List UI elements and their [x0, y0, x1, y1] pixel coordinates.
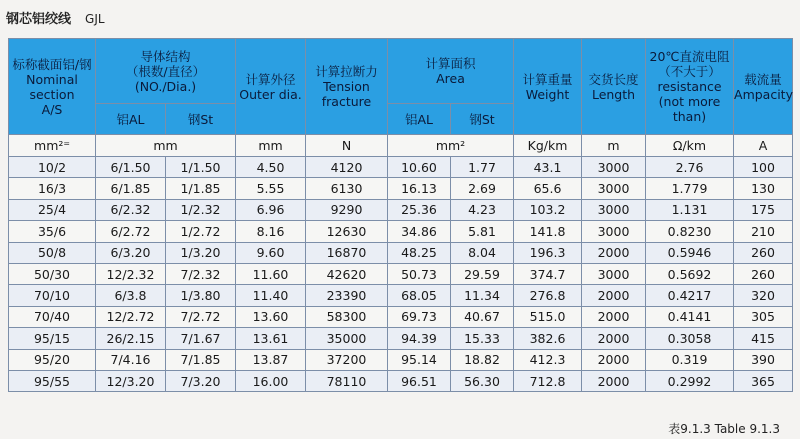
- table-row: [9, 306, 793, 327]
- unit-section: mm²⁼: [9, 135, 96, 157]
- cell-tension: 6130: [306, 178, 388, 199]
- cell-area-st: 5.81: [451, 221, 514, 242]
- cell-tension: 78110: [306, 370, 388, 391]
- table-header: [9, 39, 793, 135]
- cell-al-structure: 6/1.85: [96, 178, 166, 199]
- unit-structure: mm: [96, 135, 236, 157]
- cell-resistance: 0.5692: [646, 263, 734, 284]
- cell-tension: 42620: [306, 263, 388, 284]
- header-weight: 计算重量 Weight: [514, 39, 582, 135]
- cell-resistance: 0.4141: [646, 306, 734, 327]
- cell-area-st: 1.77: [451, 157, 514, 178]
- cell-outer-dia: 6.96: [236, 199, 306, 220]
- cell-outer-dia: 13.61: [236, 328, 306, 349]
- cell-section: 70/40: [9, 306, 96, 327]
- cell-resistance: 1.779: [646, 178, 734, 199]
- cell-weight: 515.0: [514, 306, 582, 327]
- unit-resistance: Ω/km: [646, 135, 734, 157]
- unit-ampacity: A: [734, 135, 793, 157]
- cell-length: 2000: [582, 306, 646, 327]
- table-row: [9, 328, 793, 349]
- spec-table: [8, 38, 793, 392]
- table-row: [9, 349, 793, 370]
- cell-area-st: 29.59: [451, 263, 514, 284]
- cell-weight: 382.6: [514, 328, 582, 349]
- cell-al-structure: 6/3.8: [96, 285, 166, 306]
- header-structure-al: 铝AL: [96, 104, 166, 135]
- cell-st-structure: 1/3.80: [166, 285, 236, 306]
- cell-section: 35/6: [9, 221, 96, 242]
- cell-area-al: 68.05: [388, 285, 451, 306]
- unit-tension: N: [306, 135, 388, 157]
- cell-resistance: 0.2992: [646, 370, 734, 391]
- cell-resistance: 0.5946: [646, 242, 734, 263]
- cell-length: 3000: [582, 199, 646, 220]
- cell-st-structure: 1/1.50: [166, 157, 236, 178]
- cell-length: 2000: [582, 328, 646, 349]
- cell-weight: 712.8: [514, 370, 582, 391]
- cell-length: 3000: [582, 263, 646, 284]
- cell-st-structure: 7/2.72: [166, 306, 236, 327]
- cell-length: 2000: [582, 370, 646, 391]
- cell-weight: 141.8: [514, 221, 582, 242]
- cell-section: 95/20: [9, 349, 96, 370]
- cell-section: 50/8: [9, 242, 96, 263]
- cell-area-st: 18.82: [451, 349, 514, 370]
- cell-al-structure: 6/2.32: [96, 199, 166, 220]
- header-resistance: 20℃直流电阻 （不大于） resistance (not more than): [646, 39, 734, 135]
- header-ampacity: 载流量 Ampacity: [734, 39, 793, 135]
- cell-st-structure: 1/2.32: [166, 199, 236, 220]
- cell-area-st: 4.23: [451, 199, 514, 220]
- title-code: GJL: [85, 12, 105, 26]
- cell-length: 2000: [582, 349, 646, 370]
- cell-outer-dia: 4.50: [236, 157, 306, 178]
- cell-section: 70/10: [9, 285, 96, 306]
- table-row: [9, 242, 793, 263]
- cell-section: 95/55: [9, 370, 96, 391]
- table-row: [9, 263, 793, 284]
- cell-ampacity: 305: [734, 306, 793, 327]
- header-length: 交货长度 Length: [582, 39, 646, 135]
- cell-al-structure: 6/1.50: [96, 157, 166, 178]
- cell-al-structure: 12/2.72: [96, 306, 166, 327]
- cell-area-al: 50.73: [388, 263, 451, 284]
- cell-outer-dia: 13.60: [236, 306, 306, 327]
- cell-al-structure: 7/4.16: [96, 349, 166, 370]
- unit-area: mm²: [388, 135, 514, 157]
- cell-section: 95/15: [9, 328, 96, 349]
- cell-st-structure: 7/1.67: [166, 328, 236, 349]
- cell-ampacity: 415: [734, 328, 793, 349]
- cell-outer-dia: 11.40: [236, 285, 306, 306]
- header-area-al: 铝AL: [388, 104, 451, 135]
- table-row: [9, 285, 793, 306]
- cell-ampacity: 320: [734, 285, 793, 306]
- header-tension: 计算拉断力 Tension fracture: [306, 39, 388, 135]
- cell-area-al: 34.86: [388, 221, 451, 242]
- units-body: [9, 135, 793, 157]
- table-row: [9, 199, 793, 220]
- page-title: [6, 8, 105, 27]
- header-section: 标称截面铝/钢 Nominal section A/S: [9, 39, 96, 135]
- cell-weight: 276.8: [514, 285, 582, 306]
- cell-area-al: 16.13: [388, 178, 451, 199]
- cell-outer-dia: 9.60: [236, 242, 306, 263]
- cell-tension: 23390: [306, 285, 388, 306]
- cell-weight: 103.2: [514, 199, 582, 220]
- cell-area-st: 40.67: [451, 306, 514, 327]
- header-area: 计算面积 Area: [388, 39, 514, 104]
- cell-area-al: 25.36: [388, 199, 451, 220]
- header-area-st: 钢St: [451, 104, 514, 135]
- cell-section: 10/2: [9, 157, 96, 178]
- table-row: [9, 178, 793, 199]
- cell-area-al: 94.39: [388, 328, 451, 349]
- cell-st-structure: 7/3.20: [166, 370, 236, 391]
- cell-weight: 65.6: [514, 178, 582, 199]
- cell-length: 2000: [582, 285, 646, 306]
- cell-section: 16/3: [9, 178, 96, 199]
- table-row: [9, 157, 793, 178]
- cell-ampacity: 260: [734, 242, 793, 263]
- unit-length: m: [582, 135, 646, 157]
- cell-area-st: 15.33: [451, 328, 514, 349]
- table-caption: 表9.1.3 Table 9.1.3: [668, 422, 780, 436]
- table-row: [9, 370, 793, 391]
- header-outer-dia: 计算外径 Outer dia.: [236, 39, 306, 135]
- cell-ampacity: 210: [734, 221, 793, 242]
- cell-tension: 9290: [306, 199, 388, 220]
- cell-st-structure: 7/1.85: [166, 349, 236, 370]
- cell-ampacity: 260: [734, 263, 793, 284]
- cell-resistance: 2.76: [646, 157, 734, 178]
- cell-outer-dia: 11.60: [236, 263, 306, 284]
- cell-length: 2000: [582, 242, 646, 263]
- cell-al-structure: 26/2.15: [96, 328, 166, 349]
- cell-st-structure: 1/2.72: [166, 221, 236, 242]
- cell-outer-dia: 13.87: [236, 349, 306, 370]
- title-cn: 钢芯铝绞线: [6, 12, 72, 27]
- cell-weight: 43.1: [514, 157, 582, 178]
- cell-resistance: 0.319: [646, 349, 734, 370]
- cell-tension: 37200: [306, 349, 388, 370]
- cell-area-al: 95.14: [388, 349, 451, 370]
- cell-tension: 12630: [306, 221, 388, 242]
- cell-weight: 374.7: [514, 263, 582, 284]
- cell-st-structure: 1/3.20: [166, 242, 236, 263]
- cell-st-structure: 7/2.32: [166, 263, 236, 284]
- header-structure: 导体结构 （根数/直径） (NO./Dia.): [96, 39, 236, 104]
- cell-ampacity: 390: [734, 349, 793, 370]
- data-rows: [9, 157, 793, 392]
- cell-area-al: 10.60: [388, 157, 451, 178]
- cell-outer-dia: 16.00: [236, 370, 306, 391]
- cell-al-structure: 12/2.32: [96, 263, 166, 284]
- cell-area-st: 2.69: [451, 178, 514, 199]
- units-row: [9, 135, 793, 157]
- header-structure-st: 钢St: [166, 104, 236, 135]
- cell-tension: 35000: [306, 328, 388, 349]
- cell-outer-dia: 8.16: [236, 221, 306, 242]
- cell-al-structure: 6/3.20: [96, 242, 166, 263]
- cell-area-st: 8.04: [451, 242, 514, 263]
- cell-resistance: 1.131: [646, 199, 734, 220]
- cell-section: 25/4: [9, 199, 96, 220]
- cell-length: 3000: [582, 157, 646, 178]
- cell-ampacity: 365: [734, 370, 793, 391]
- cell-weight: 196.3: [514, 242, 582, 263]
- cell-resistance: 0.3058: [646, 328, 734, 349]
- cell-resistance: 0.4217: [646, 285, 734, 306]
- cell-resistance: 0.8230: [646, 221, 734, 242]
- cell-tension: 58300: [306, 306, 388, 327]
- cell-area-st: 11.34: [451, 285, 514, 306]
- cell-outer-dia: 5.55: [236, 178, 306, 199]
- unit-weight: Kg/km: [514, 135, 582, 157]
- cell-area-al: 96.51: [388, 370, 451, 391]
- cell-area-al: 69.73: [388, 306, 451, 327]
- cell-tension: 4120: [306, 157, 388, 178]
- cell-ampacity: 175: [734, 199, 793, 220]
- cell-weight: 412.3: [514, 349, 582, 370]
- cell-al-structure: 12/3.20: [96, 370, 166, 391]
- cell-tension: 16870: [306, 242, 388, 263]
- cell-area-st: 56.30: [451, 370, 514, 391]
- cell-area-al: 48.25: [388, 242, 451, 263]
- cell-length: 3000: [582, 178, 646, 199]
- cell-al-structure: 6/2.72: [96, 221, 166, 242]
- cell-length: 3000: [582, 221, 646, 242]
- table-row: [9, 221, 793, 242]
- unit-outer: mm: [236, 135, 306, 157]
- cell-ampacity: 130: [734, 178, 793, 199]
- cell-section: 50/30: [9, 263, 96, 284]
- cell-st-structure: 1/1.85: [166, 178, 236, 199]
- cell-ampacity: 100: [734, 157, 793, 178]
